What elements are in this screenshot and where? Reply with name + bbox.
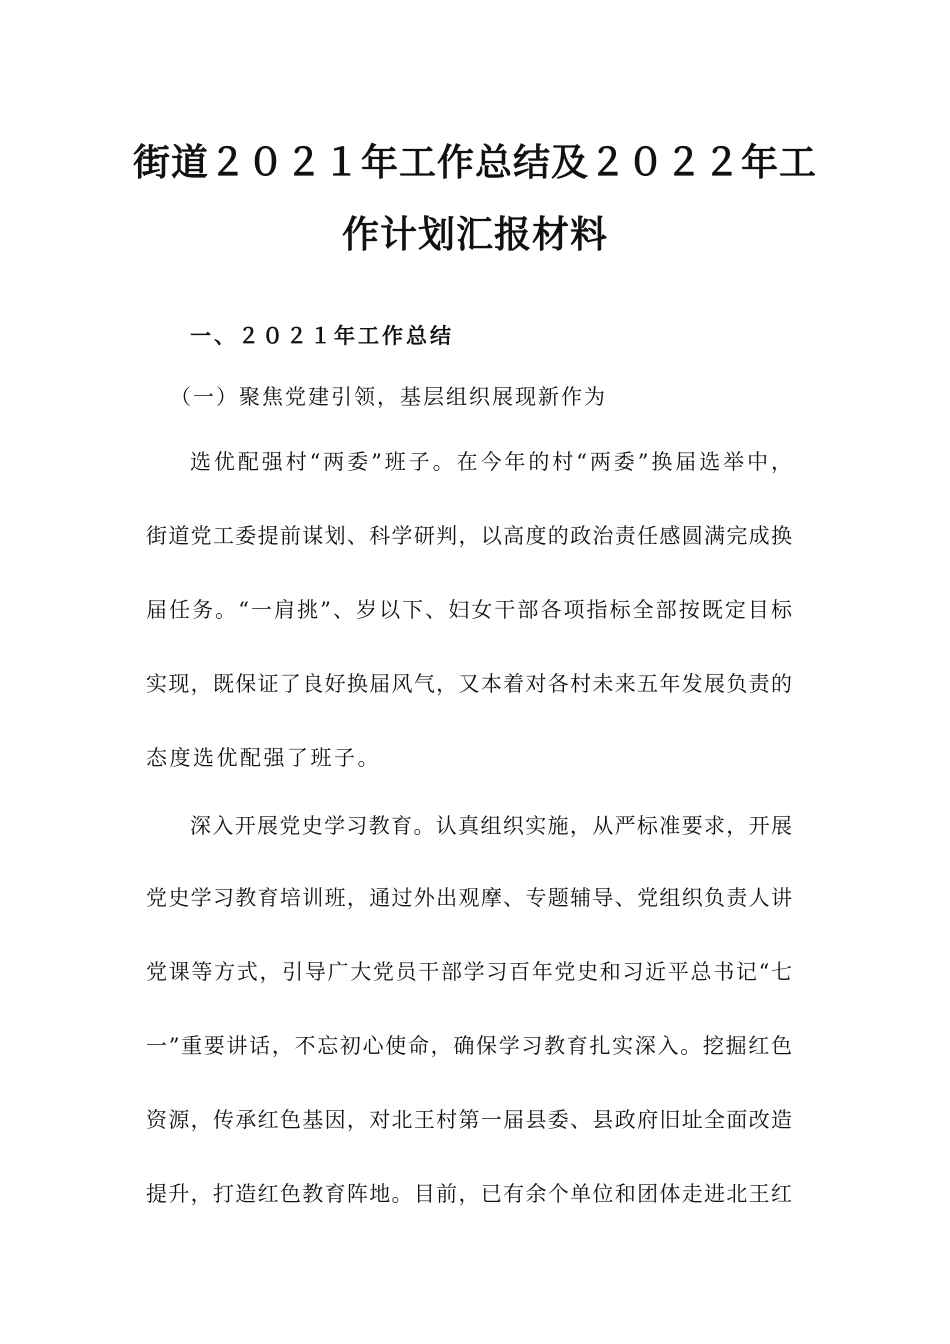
paragraph-1-line: 街道党工委提前谋划、科学研判，以高度的政治责任感圆满完成换 (146, 524, 792, 548)
paragraph-2-line: 党史学习教育培训班，通过外出观摩、专题辅导、党组织负责人讲 (146, 886, 792, 910)
paragraph-1-line: 届任务。“一肩挑”、岁以下、妇女干部各项指标全部按既定目标 (146, 598, 792, 622)
paragraph-2-line: 党课等方式，引导广大党员干部学习百年党史和习近平总书记“七 (146, 960, 792, 984)
paragraph-2-line: 资源，传承红色基因，对北王村第一届县委、县政府旧址全面改造 (146, 1108, 792, 1132)
section-heading: 一、２０２１年工作总结 (190, 324, 454, 348)
document-title-line-2: 作计划汇报材料 (342, 213, 608, 256)
paragraph-1-line: 选优配强村“两委”班子。在今年的村“两委”换届选举中， (190, 450, 792, 474)
paragraph-1-line: 实现，既保证了良好换届风气，又本着对各村未来五年发展负责的 (146, 672, 792, 696)
paragraph-1-line: 态度选优配强了班子。 (146, 746, 381, 770)
paragraph-2-line: 提升，打造红色教育阵地。目前，已有余个单位和团体走进北王红 (146, 1182, 792, 1206)
paragraph-2-line: 深入开展党史学习教育。认真组织实施，从严标准要求，开展 (190, 814, 792, 838)
paragraph-2-line: 一”重要讲话，不忘初心使命，确保学习教育扎实深入。挖掘红色 (146, 1034, 792, 1058)
subsection-heading: （一）聚焦党建引领，基层组织展现新作为 (170, 385, 607, 409)
document-title-line-1: 街道２０２１年工作总结及２０２２年工 (133, 141, 817, 184)
